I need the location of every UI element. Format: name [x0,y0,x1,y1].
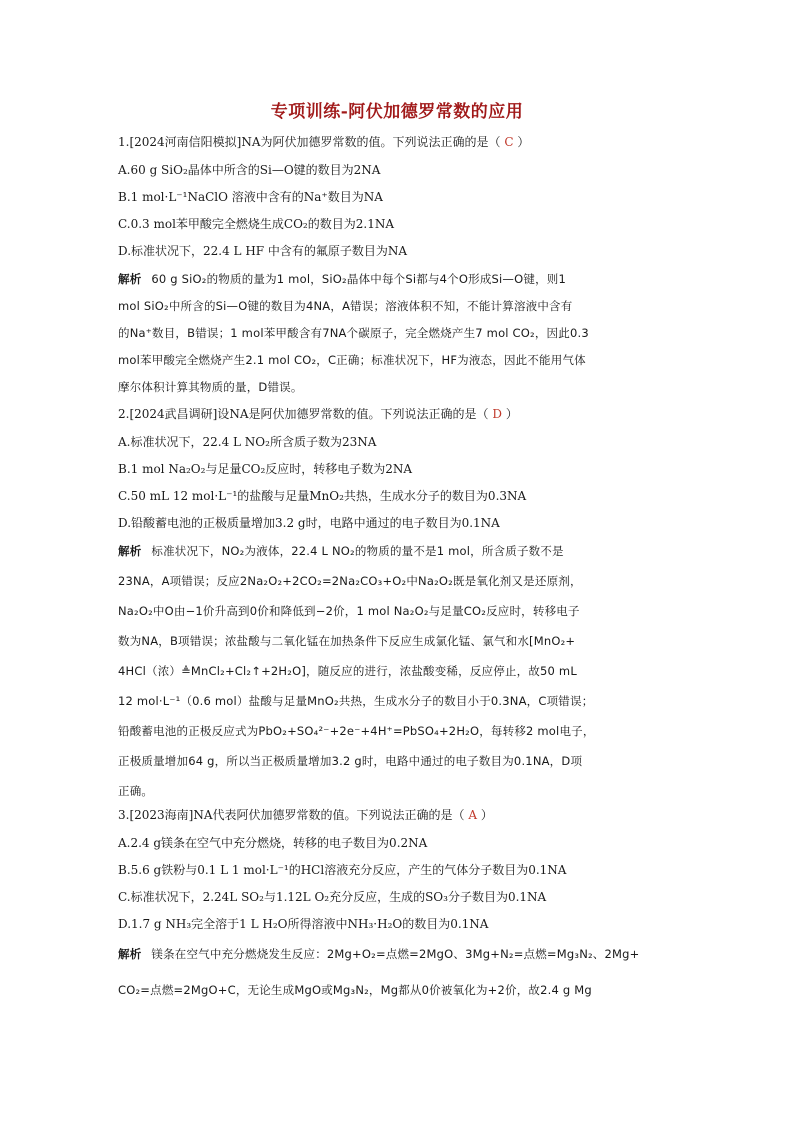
question-1-analysis-line: mol苯甲酸完全燃烧产生2.1 mol CO₂，C正确；标准状况下，HF为液态，因此不能用气体 [118,353,586,367]
question-2-answer: D [492,407,502,421]
question-2-analysis-line: 23NA，A项错误；反应2Na₂O₂+2CO₂=2Na₂CO₃+O₂中Na₂O₂既是氧化剂又是还原剂， [118,574,582,588]
question-3-option-b: B.5.6 g铁粉与0.1 L 1 mol·L⁻¹的HCl溶液充分反应，产生的气体分子数目为0.1NA [118,863,567,877]
question-2-stem: 2.[2024武昌调研]设NA是阿伏加德罗常数的值。下列说法正确的是（ D ） [118,407,518,421]
question-3-option-c: C.标准状况下，2.24L SO₂与1.12L O₂充分反应，生成的SO₃分子数目为0.1NA [118,890,547,904]
page-title: 专项训练-阿伏加德罗常数的应用 [270,102,524,122]
question-2-analysis-line: 正极质量增加64 g，所以当正极质量增加3.2 g时，电路中通过的电子数目为0.1NA，D项 [118,754,583,768]
question-1-option-d: D.标准状况下，22.4 L HF 中含有的氟原子数目为NA [118,244,408,258]
question-2-option-c: C.50 mL 12 mol·L⁻¹的盐酸与足量MnO₂共热，生成水分子的数目为0.3NA [118,489,527,503]
question-3-option-d: D.1.7 g NH₃完全溶于1 L H₂O所得溶液中NH₃·H₂O的数目为0.1NA [118,917,489,931]
question-1-answer: C [504,135,514,149]
question-2-analysis-line: 12 mol·L⁻¹（0.6 mol）盐酸与足量MnO₂共热，生成水分子的数目小于0.3NA，C项错误； [118,694,594,708]
question-3-analysis-line: 解析 镁条在空气中充分燃烧发生反应：2Mg+O₂=点燃=2MgO、3Mg+N₂=点燃=Mg₃N₂、2Mg+ [118,947,640,961]
question-2-analysis-line: Na₂O₂中O由−1价升高到0价和降低到−2价，1 mol Na₂O₂与足量CO₂反应时，转移电子 [118,604,580,618]
question-1-analysis-line: 的Na⁺数目，B错误；1 mol苯甲酸含有7NA个碳原子，完全燃烧产生7 mol CO₂，因此0.3 [118,326,589,340]
question-1-analysis-line: 解析 60 g SiO₂的物质的量为1 mol，SiO₂晶体中每个Si都与4个O形成Si—O键，则1 [118,272,566,286]
question-1-stem: 1.[2024河南信阳模拟]NA为阿伏加德罗常数的值。下列说法正确的是（ C ） [118,135,530,149]
question-3-option-a: A.2.4 g镁条在空气中充分燃烧，转移的电子数目为0.2NA [118,836,428,850]
question-3-analysis-line: CO₂=点燃=2MgO+C，无论生成MgO或Mg₃N₂，Mg都从0价被氧化为+2价，故2.4 g Mg [118,983,592,997]
question-2-analysis-line: 正确。 [118,784,154,798]
question-2-analysis-line: 4HCl（浓）≜MnCl₂+Cl₂↑+2H₂O]，随反应的进行，浓盐酸变稀，反应停止，故50 mL [118,664,577,678]
analysis-label: 解析 [118,947,142,961]
question-1-analysis-line: mol SiO₂中所含的Si—O键的数目为4NA，A错误；溶液体积不知，不能计算溶液中含有 [118,299,573,313]
question-2-option-b: B.1 mol Na₂O₂与足量CO₂反应时，转移电子数为2NA [118,462,413,476]
question-1-option-a: A.60 g SiO₂晶体中所含的Si—O键的数目为2NA [118,163,381,177]
question-1-analysis-line: 摩尔体积计算其物质的量，D错误。 [118,380,303,394]
question-2-analysis-line: 铅酸蓄电池的正极反应式为PbO₂+SO₄²⁻+2e⁻+4H⁺=PbSO₄+2H₂O，每转移2 mol电子， [118,724,595,738]
question-3-answer: A [468,808,478,822]
question-1-option-b: B.1 mol·L⁻¹NaClO 溶液中含有的Na⁺数目为NA [118,190,383,204]
analysis-label: 解析 [118,544,142,558]
analysis-label: 解析 [118,272,142,286]
question-2-analysis-line: 数为NA，B项错误；浓盐酸与二氧化锰在加热条件下反应生成氯化锰、氯气和水[MnO₂+ [118,634,576,648]
question-2-option-a: A.标准状况下，22.4 L NO₂所含质子数为23NA [118,435,377,449]
question-1-option-c: C.0.3 mol苯甲酸完全燃烧生成CO₂的数目为2.1NA [118,217,394,231]
question-2-option-d: D.铅酸蓄电池的正极质量增加3.2 g时，电路中通过的电子数目为0.1NA [118,516,500,530]
question-3-stem: 3.[2023海南]NA代表阿伏加德罗常数的值。下列说法正确的是（ A ） [118,808,493,822]
question-2-analysis-line: 解析 标准状况下，NO₂为液体，22.4 L NO₂的物质的量不是1 mol，所含质子数不是 [118,544,564,558]
